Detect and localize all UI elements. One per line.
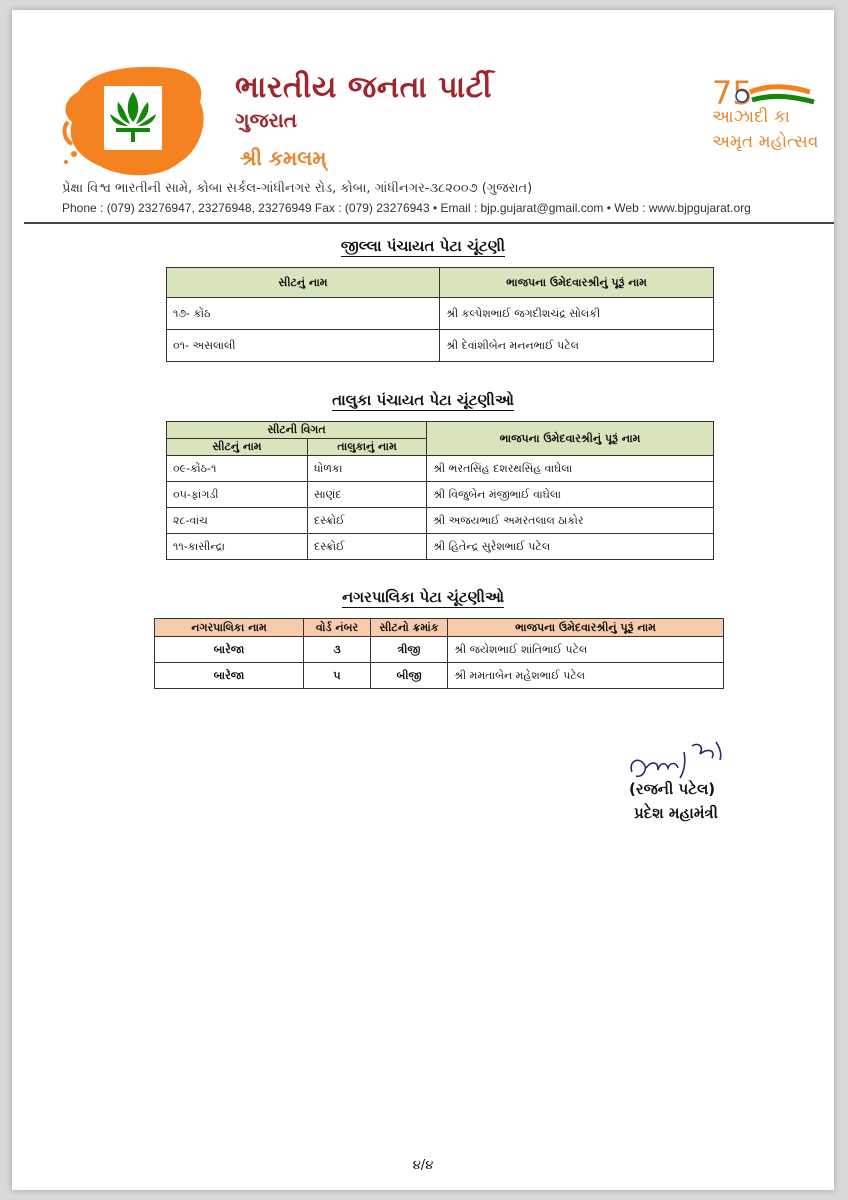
candidate-name: શ્રી હિતેન્દ્ર સુરેશભાઈ પટેલ <box>427 534 714 560</box>
amrut-line-1: આઝાદી કા <box>712 107 790 127</box>
amrut-number: 75 <box>712 74 753 112</box>
table-row <box>167 482 714 508</box>
candidate-name: શ્રી ભરતસિંહ દશરથસિંહ વાઘેલા <box>427 456 714 482</box>
municipality-table <box>154 618 724 689</box>
group-header-seat-details: સીટની વિગત <box>167 422 427 439</box>
district-panchayat-table <box>166 267 714 362</box>
org-state: ગુજરાત <box>235 108 298 132</box>
taluka-name: દસ્ક્રોઈ <box>308 534 427 560</box>
taluka-name: સાણંદ <box>308 482 427 508</box>
ward-number: ૩ <box>304 637 371 663</box>
contact-line: Phone : (079) 23276947, 23276948, 23276949 Fax : (079) 23276943 • Email : bjp.gujarat@gmail.com • Web : www.bjpgujarat.org <box>62 201 751 215</box>
candidate-name: શ્રી અજયભાઈ અમરતલાલ ઠાકોર <box>427 508 714 534</box>
table-row <box>167 330 714 362</box>
table-row <box>155 637 724 663</box>
seat-name: ૧૧-કાસીન્દ્રા <box>167 534 308 560</box>
col-header-candidate: ભાજપના ઉમેદવારશ્રીનું પૂરૂં નામ <box>427 422 714 456</box>
candidate-name: શ્રી જયેશભાઈ શાંતિભાઈ પટેલ <box>448 637 724 663</box>
taluka-name: દસ્ક્રોઈ <box>308 508 427 534</box>
bjp-lotus-logo <box>60 62 206 180</box>
taluka-panchayat-table <box>166 421 714 560</box>
col-header-seat: સીટનું નામ <box>167 268 440 298</box>
org-motto: શ્રી કમલમ્ <box>240 146 327 170</box>
col-header-candidate: ભાજપના ઉમેદવારશ્રીનું પૂરૂં નામ <box>448 619 724 637</box>
table-row <box>167 456 714 482</box>
seat-name: ૦૯-કોંઠ-૧ <box>167 456 308 482</box>
candidate-name: શ્રી વિજુબેન મંજીભાઈ વાઘેલા <box>427 482 714 508</box>
section-title-municipality: નગરપાલિકા પેટા ચૂંટણીઓ <box>341 588 505 606</box>
col-header-candidate: ભાજપના ઉમેદવારશ્રીનું પૂરૂં નામ <box>440 268 714 298</box>
section-title-district: જીલ્લા પંચાયત પેટા ચૂંટણી <box>340 237 506 255</box>
table-row <box>155 663 724 689</box>
table-row <box>167 298 714 330</box>
signatory-designation: પ્રદેશ મહામંત્રી <box>634 804 718 822</box>
page-number: ૪/૪ <box>412 1158 434 1173</box>
table-row <box>167 534 714 560</box>
seat-name: ૦૫-ફાંગડી <box>167 482 308 508</box>
col-header-ward: વોર્ડ નંબર <box>304 619 371 637</box>
header-divider <box>24 222 834 224</box>
col-header-municipality: નગરપાલિકા નામ <box>155 619 304 637</box>
candidate-name: શ્રી કલ્પેશભાઈ જગદીશચંદ્ર સોલંકી <box>440 298 714 330</box>
col-header-seat-no: સીટનો ક્રમાંક <box>371 619 448 637</box>
seat-name: ૦૧- અસલાલી <box>167 330 440 362</box>
signatory-name: (રજની પટેલ) <box>629 780 716 798</box>
section-title-taluka: તાલુકા પંચાયત પેટા ચૂંટણીઓ <box>332 391 514 409</box>
letterhead-page <box>12 10 834 1190</box>
taluka-name: ધોળકા <box>308 456 427 482</box>
candidate-name: શ્રી દેવાંશીબેન મનનભાઈ પટેલ <box>440 330 714 362</box>
seat-name: ૧૭- કોંઠ <box>167 298 440 330</box>
table-row <box>167 508 714 534</box>
seat-name: ૨૮-વાંચ <box>167 508 308 534</box>
col-header-taluka: તાલુકાનું નામ <box>308 439 427 456</box>
amrut-line-2: અમૃત મહોત્સવ <box>712 132 819 152</box>
seat-number: બીજી <box>371 663 448 689</box>
candidate-name: શ્રી મમતાબેન મહેશભાઈ પટેલ <box>448 663 724 689</box>
ward-number: ૫ <box>304 663 371 689</box>
org-name: ભારતીય જનતા પાર્ટી <box>235 70 493 105</box>
seat-number: ત્રીજી <box>371 637 448 663</box>
municipality-name: બારેજા <box>155 663 304 689</box>
col-header-seat: સીટનું નામ <box>167 439 308 456</box>
municipality-name: બારેજા <box>155 637 304 663</box>
address-line: પ્રેક્ષા વિશ્વ ભારતીની સામે, કોબા સર્કલ-ગાંધીનગર રોડ, કોબા, ગાંધીનગર-૩૮૨૦૦૭ (ગુજરાત) <box>62 181 533 196</box>
